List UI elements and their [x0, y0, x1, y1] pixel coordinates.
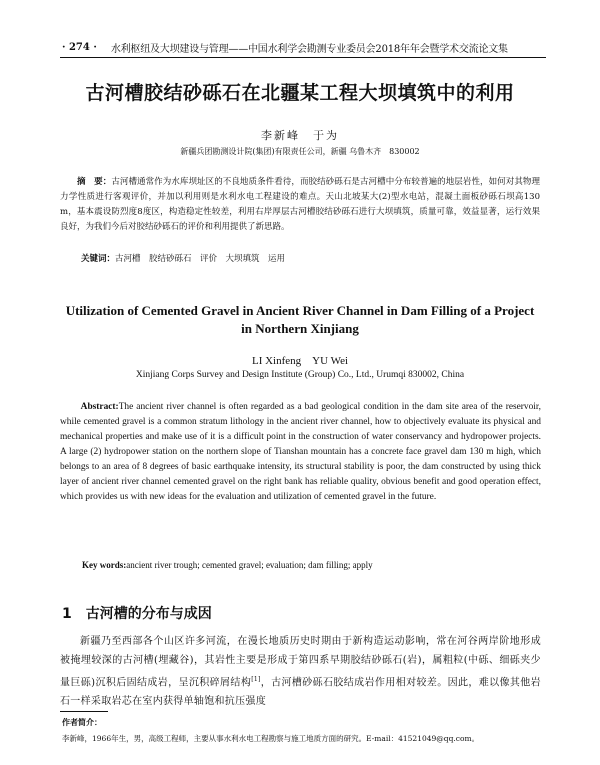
section-heading [62, 603, 212, 623]
body-paragraph [60, 632, 541, 711]
body-text-cont: ，古河槽砂砾石胶结成岩作用相对较差。因此，难以像其他岩石一样采取岩芯在室内获得单轴饱和抗压强度 [60, 677, 541, 708]
header-rule [60, 57, 546, 58]
keywords-en-label: Key words: [82, 560, 127, 570]
running-header [62, 40, 562, 54]
abstract-en-text: The ancient river channel is often regarded as a bad geological condition in the dam site area of the reservoir, while cemented gravel is a common stratum lithology in the ancient river channel, how to objectively evaluate its physical and mechanical properties and make use of it is a difficult point in the construction of water conservancy and hydropower projects. A large (2) hydropower station on the northern slope of Tianshan mountain has a concrete face gravel dam 130 m high, which belongs to an area of 8 degrees of basic earthquake intensity, its structural stability is poor, the dam constructed by using thick layer of ancient river channel cemented gravel on the right bank has reliable quality, obvious benefit and good operation effect, which provides us with new ideas for the evaluation and utilization of cemented gravel in the future. [60, 402, 541, 502]
abstract-cn [60, 175, 540, 235]
abstract-cn-text: 古河槽通常作为水库坝址区的不良地质条件看待，而胶结砂砾石是古河槽中分布较普遍的地层岩性，如何对其物理力学性质进行客观评价，并加以利用则是水利水电工程建设的难点。天山北坡某大(2)型水电站，混凝土面板砂砾石坝高130 m，基本震设防烈度8度区，构造稳定性较差，利用右岸厚层古河槽胶结砂砾石进行大坝填筑，质量可靠，效益显著，运行效果良好，为我们今后对胶结砂砾石的评价和利用提供了新思路。 [60, 177, 540, 232]
body-text: 新疆乃至西部各个山区许多河流，在漫长地质历史时期由于新构造运动影响，常在河谷两岸阶地形成被掩埋较深的古河槽(埋藏谷)，其岩性主要是形成于第四系早期胶结砂砾石(岩)，属粗粒(中砾、细砾夹少量巨砾)沉积后固结成岩，呈沉积碎屑结构 [60, 636, 541, 689]
abstract-cn-label: 摘 要： [77, 177, 112, 187]
keywords-en [82, 560, 542, 570]
paper-title-en: Utilization of Cemented Gravel in Ancient River Channel in Dam Filling of a Project in Northern Xinjiang [65, 303, 535, 336]
abstract-en [60, 400, 541, 505]
footnote-title: 作者简介： [62, 718, 102, 727]
paper-title-cn: 古河槽胶结砂砾石在北疆某工程大坝填筑中的利用 [85, 82, 515, 104]
page-number: · 274 · [62, 41, 97, 53]
citation-ref: [1] [251, 676, 261, 683]
affiliation-cn: 新疆兵团勘测设计院(集团)有限责任公司，新疆 乌鲁木齐 830002 [180, 147, 420, 156]
keywords-cn-label: 关键词： [81, 254, 116, 264]
keywords-cn [81, 252, 541, 264]
keywords-en-text: ancient river trough; cemented gravel; evaluation; dam filling; apply [126, 560, 373, 570]
authors-cn: 李新峰 于为 [261, 129, 339, 142]
authors-en: LI Xinfeng YU Wei [251, 355, 349, 367]
affiliation-en: Xinjiang Corps Survey and Design Institute (Group) Co., Ltd., Urumqi 830002, China [135, 370, 465, 380]
running-title: 水利枢纽及大坝建设与管理——中国水利学会勘测专业委员会2018年年会暨学术交流论文集 [110, 43, 508, 54]
footnote-rule [60, 711, 108, 712]
section-number: 1 [62, 606, 72, 622]
footnote-text: 李新峰，1966年生，男，高级工程师，主要从事水利水电工程勘察与施工地质方面的研究。E-mail：41521049@qq.com。 [62, 734, 480, 743]
abstract-en-label: Abstract: [80, 402, 119, 412]
keywords-cn-text: 古河槽 胶结砂砾石 评价 大坝填筑 运用 [115, 254, 286, 264]
section-title: 古河槽的分布与成因 [85, 606, 212, 622]
